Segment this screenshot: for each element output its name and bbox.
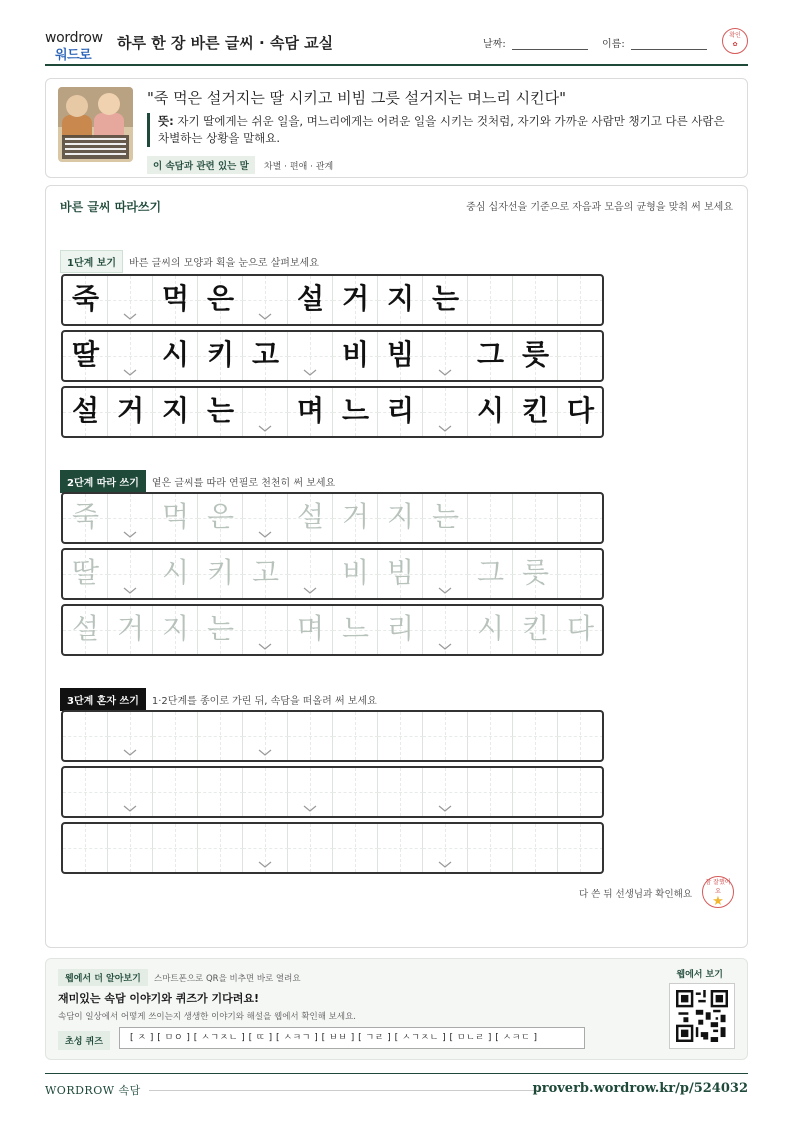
writing-cell[interactable] xyxy=(513,712,558,760)
related-words xyxy=(147,154,333,174)
practice-character: 설 xyxy=(71,394,100,427)
practice-character: 은 xyxy=(206,282,235,315)
writing-cell xyxy=(153,332,198,380)
writing-cell xyxy=(423,388,468,436)
practice-character: 빔 xyxy=(386,338,415,371)
step2-header xyxy=(60,470,335,493)
practice-character: 다 xyxy=(566,612,595,645)
practice-character: 고 xyxy=(251,338,280,371)
writing-cell[interactable] xyxy=(288,550,333,598)
space-mark-icon xyxy=(123,742,137,750)
space-mark-icon xyxy=(303,580,317,588)
writing-cell[interactable] xyxy=(153,494,198,542)
name-blank[interactable] xyxy=(631,49,707,50)
writing-cell[interactable] xyxy=(423,712,468,760)
writing-cell[interactable] xyxy=(558,712,603,760)
check-stamp-icon: 확인 ✿ xyxy=(722,28,748,54)
writing-cell[interactable] xyxy=(333,824,378,872)
writing-cell xyxy=(513,388,558,436)
practice-character: 죽 xyxy=(71,500,100,533)
writing-cell[interactable] xyxy=(198,550,243,598)
writing-row-step1-line1 xyxy=(61,274,604,326)
writing-cell[interactable] xyxy=(288,494,333,542)
proverb-meaning xyxy=(147,113,737,147)
writing-cell xyxy=(198,276,243,324)
writing-cell xyxy=(558,276,603,324)
space-mark-icon xyxy=(438,854,452,862)
writing-cell[interactable] xyxy=(63,824,108,872)
related-keywords: 차별 · 편애 · 관계 xyxy=(263,162,334,172)
writing-cell[interactable] xyxy=(333,712,378,760)
writing-cell[interactable] xyxy=(63,550,108,598)
date-field[interactable] xyxy=(483,35,588,50)
practice-character: 시 xyxy=(161,556,190,589)
writing-cell[interactable] xyxy=(288,712,333,760)
writing-row-step2-line2[interactable] xyxy=(61,548,604,600)
practice-character: 리 xyxy=(386,394,415,427)
step2-tag: 2단계 따라 쓰기 xyxy=(60,470,146,493)
space-mark-icon xyxy=(258,854,272,862)
writing-cell xyxy=(468,388,513,436)
meaning-text: 자기 딸에게는 쉬운 일을, 며느리에게는 어려운 일을 시키는 것처럼, 자기와 가까운 사람만 챙기고 다른 사람은 차별하는 상황을 말해요. xyxy=(158,114,725,145)
writing-cell xyxy=(423,276,468,324)
writing-cell[interactable] xyxy=(558,550,603,598)
practice-character: 키 xyxy=(206,338,235,371)
space-mark-icon xyxy=(258,524,272,532)
web-subtitle: 속담이 일상에서 어떻게 쓰이는지 생생한 이야기와 해설을 웹에서 확인해 보세요. xyxy=(58,1012,356,1022)
writing-cell[interactable] xyxy=(153,768,198,816)
writing-cell[interactable] xyxy=(243,494,288,542)
practice-character: 시 xyxy=(476,394,505,427)
practice-character: 며 xyxy=(296,612,325,645)
writing-cell[interactable] xyxy=(153,712,198,760)
step1-header xyxy=(60,250,319,273)
writing-cell xyxy=(333,388,378,436)
writing-cell[interactable] xyxy=(333,550,378,598)
practice-character: 킨 xyxy=(521,394,550,427)
practice-character: 비 xyxy=(341,556,370,589)
space-mark-icon xyxy=(258,418,272,426)
writing-cell xyxy=(288,332,333,380)
practice-heading: 바른 글씨 따라쓰기 xyxy=(60,200,162,214)
practice-character: 거 xyxy=(116,612,145,645)
practice-character: 시 xyxy=(161,338,190,371)
practice-character: 거 xyxy=(341,500,370,533)
writing-cell[interactable] xyxy=(558,606,603,654)
writing-cell[interactable] xyxy=(108,824,153,872)
writing-cell[interactable] xyxy=(63,712,108,760)
practice-character: 거 xyxy=(116,394,145,427)
writing-cell[interactable] xyxy=(378,606,423,654)
practice-character: 지 xyxy=(161,394,190,427)
practice-character: 지 xyxy=(161,612,190,645)
practice-character: 설 xyxy=(296,500,325,533)
practice-character: 며 xyxy=(296,394,325,427)
writing-cell xyxy=(378,332,423,380)
practice-character: 는 xyxy=(431,500,460,533)
writing-cell[interactable] xyxy=(333,768,378,816)
writing-cell[interactable] xyxy=(243,824,288,872)
writing-cell xyxy=(243,276,288,324)
practice-character: 죽 xyxy=(71,282,100,315)
writing-cell[interactable] xyxy=(468,550,513,598)
initial-quiz-box: [ ㅈ ] [ ㅁㅇ ] [ ㅅㄱㅈㄴ ] [ ㄸ ] [ ㅅㅋㄱ ] [ ㅂㅂ ] [ ㄱㄹ ] [ ㅅㄱㅈㄴ ] [ ㅁㄴㄹ ] [ ㅅㅋㄷ ] xyxy=(119,1027,585,1049)
writing-cell[interactable] xyxy=(153,824,198,872)
date-label: 날짜: xyxy=(483,39,506,50)
web-promo-box xyxy=(45,958,748,1060)
practice-character: 킨 xyxy=(521,612,550,645)
practice-character: 딸 xyxy=(71,338,100,371)
writing-cell[interactable] xyxy=(243,606,288,654)
writing-cell xyxy=(63,332,108,380)
writing-cell[interactable] xyxy=(288,768,333,816)
writing-cell[interactable] xyxy=(378,550,423,598)
practice-character: 먹 xyxy=(161,500,190,533)
practice-character: 먹 xyxy=(161,282,190,315)
writing-row-step2-line1[interactable] xyxy=(61,492,604,544)
writing-cell[interactable] xyxy=(423,768,468,816)
space-mark-icon xyxy=(258,636,272,644)
writing-cell[interactable] xyxy=(108,606,153,654)
qr-label: 웹에서 보기 xyxy=(676,970,723,980)
writing-cell xyxy=(108,388,153,436)
writing-cell[interactable] xyxy=(468,768,513,816)
writing-cell xyxy=(378,276,423,324)
writing-row-step1-line2 xyxy=(61,330,604,382)
space-mark-icon xyxy=(438,798,452,806)
writing-cell xyxy=(288,276,333,324)
writing-cell xyxy=(333,332,378,380)
web-hint: 스마트폰으로 QR을 비추면 바로 열려요 xyxy=(154,974,301,984)
writing-cell[interactable] xyxy=(423,550,468,598)
space-mark-icon xyxy=(123,362,137,370)
practice-hint: 중심 십자선을 기준으로 자음과 모음의 균형을 맞춰 써 보세요 xyxy=(466,202,733,213)
writing-cell xyxy=(243,388,288,436)
writing-cell[interactable] xyxy=(513,550,558,598)
step1-desc: 바른 글씨의 모양과 획을 눈으로 살펴보세요 xyxy=(129,258,319,269)
well-done-stamp-icon: 참 잘했어요 ★ xyxy=(702,876,734,908)
handwriting-practice xyxy=(45,185,748,948)
check-note: 다 쓴 뒤 선생님과 확인해요 xyxy=(578,889,692,900)
writing-cell[interactable] xyxy=(558,824,603,872)
writing-cell[interactable] xyxy=(198,768,243,816)
practice-character: 비 xyxy=(341,338,370,371)
step2-desc: 옅은 글씨를 따라 연필로 천천히 써 보세요 xyxy=(151,478,336,489)
writing-row-step3-line1[interactable] xyxy=(61,710,604,762)
writing-cell[interactable] xyxy=(513,494,558,542)
writing-cell xyxy=(153,276,198,324)
practice-character: 릇 xyxy=(521,556,550,589)
writing-cell[interactable] xyxy=(333,494,378,542)
writing-row-step1-line3 xyxy=(61,386,604,438)
practice-character: 고 xyxy=(251,556,280,589)
space-mark-icon xyxy=(258,306,272,314)
writing-cell[interactable] xyxy=(153,550,198,598)
writing-cell[interactable] xyxy=(513,606,558,654)
writing-cell xyxy=(63,388,108,436)
writing-cell xyxy=(333,276,378,324)
writing-cell[interactable] xyxy=(468,712,513,760)
practice-character: 느 xyxy=(341,394,370,427)
page-header xyxy=(45,24,748,66)
footer-divider xyxy=(149,1090,538,1091)
logo-text-top: wordrow xyxy=(45,30,103,46)
writing-cell[interactable] xyxy=(468,494,513,542)
practice-character: 설 xyxy=(296,282,325,315)
space-mark-icon xyxy=(303,362,317,370)
step3-desc: 1·2단계를 종이로 가린 뒤, 속담을 떠올려 써 보세요 xyxy=(151,696,377,707)
writing-cell[interactable] xyxy=(378,768,423,816)
practice-character: 리 xyxy=(386,612,415,645)
related-tag: 이 속담과 관련 있는 말 xyxy=(147,156,255,174)
well-done-label: 참 잘했어요 xyxy=(705,879,731,895)
step3-header xyxy=(60,688,377,711)
writing-cell xyxy=(153,388,198,436)
writing-row-step2-line3[interactable] xyxy=(61,604,604,656)
space-mark-icon xyxy=(438,580,452,588)
writing-cell[interactable] xyxy=(108,768,153,816)
practice-character: 지 xyxy=(386,500,415,533)
logo-text-bottom: 워드로 xyxy=(55,48,92,63)
writing-cell[interactable] xyxy=(153,606,198,654)
writing-cell xyxy=(558,332,603,380)
writing-row-step3-line3[interactable] xyxy=(61,822,604,874)
stamp-label: 확인 xyxy=(729,32,741,39)
space-mark-icon xyxy=(258,742,272,750)
space-mark-icon xyxy=(438,362,452,370)
writing-cell[interactable] xyxy=(108,712,153,760)
meaning-label: 뜻: xyxy=(158,114,174,128)
writing-cell xyxy=(288,388,333,436)
writing-cell[interactable] xyxy=(558,494,603,542)
qr-code-icon[interactable] xyxy=(669,983,735,1049)
practice-character: 는 xyxy=(206,394,235,427)
practice-character: 다 xyxy=(566,394,595,427)
writing-cell[interactable] xyxy=(378,712,423,760)
writing-cell[interactable] xyxy=(423,824,468,872)
writing-cell[interactable] xyxy=(423,606,468,654)
writing-cell[interactable] xyxy=(243,712,288,760)
practice-character: 느 xyxy=(341,612,370,645)
web-title: 재미있는 속담 이야기와 퀴즈가 기다려요! xyxy=(58,992,259,1005)
writing-cell[interactable] xyxy=(513,768,558,816)
wordrow-logo xyxy=(45,30,109,63)
practice-character: 그 xyxy=(476,338,505,371)
practice-character: 는 xyxy=(206,612,235,645)
practice-character: 시 xyxy=(476,612,505,645)
space-mark-icon xyxy=(303,798,317,806)
writing-cell xyxy=(423,332,468,380)
name-label: 이름: xyxy=(602,39,625,50)
space-mark-icon xyxy=(438,636,452,644)
practice-character: 그 xyxy=(476,556,505,589)
writing-cell[interactable] xyxy=(468,606,513,654)
writing-cell xyxy=(198,388,243,436)
practice-character: 거 xyxy=(341,282,370,315)
practice-character: 딸 xyxy=(71,556,100,589)
name-field[interactable] xyxy=(602,35,707,50)
page-title: 하루 한 장 바른 글씨 · 속담 교실 xyxy=(117,34,334,52)
footer-url[interactable]: proverb.wordrow.kr/p/524032 xyxy=(532,1081,748,1096)
step1-tag: 1단계 보기 xyxy=(60,250,123,273)
space-mark-icon xyxy=(438,418,452,426)
qr-code-graphic xyxy=(676,990,728,1042)
writing-cell[interactable] xyxy=(108,494,153,542)
practice-character: 은 xyxy=(206,500,235,533)
proverb-card xyxy=(45,78,748,178)
web-tag: 웹에서 더 알아보기 xyxy=(58,969,148,986)
writing-cell[interactable] xyxy=(198,824,243,872)
writing-cell[interactable] xyxy=(333,606,378,654)
space-mark-icon xyxy=(123,306,137,314)
writing-row-step3-line2[interactable] xyxy=(61,766,604,818)
writing-cell[interactable] xyxy=(513,824,558,872)
space-mark-icon xyxy=(123,798,137,806)
writing-cell xyxy=(378,388,423,436)
practice-character: 는 xyxy=(431,282,460,315)
date-blank[interactable] xyxy=(512,49,588,50)
writing-cell[interactable] xyxy=(63,768,108,816)
space-mark-icon xyxy=(123,524,137,532)
writing-cell[interactable] xyxy=(63,606,108,654)
writing-cell[interactable] xyxy=(198,606,243,654)
quiz-tag: 초성 퀴즈 xyxy=(58,1031,110,1050)
proverb-illustration xyxy=(58,87,133,162)
writing-cell[interactable] xyxy=(108,550,153,598)
writing-cell[interactable] xyxy=(63,494,108,542)
writing-cell[interactable] xyxy=(468,824,513,872)
practice-character: 키 xyxy=(206,556,235,589)
writing-cell[interactable] xyxy=(378,824,423,872)
space-mark-icon xyxy=(123,580,137,588)
writing-cell[interactable] xyxy=(288,606,333,654)
writing-cell[interactable] xyxy=(243,768,288,816)
writing-cell xyxy=(513,276,558,324)
practice-character: 릇 xyxy=(521,338,550,371)
step3-tag: 3단계 혼자 쓰기 xyxy=(60,688,146,711)
practice-character: 빔 xyxy=(386,556,415,589)
writing-cell xyxy=(63,276,108,324)
writing-cell[interactable] xyxy=(288,824,333,872)
writing-cell xyxy=(513,332,558,380)
practice-character: 지 xyxy=(386,282,415,315)
writing-cell[interactable] xyxy=(243,550,288,598)
writing-cell[interactable] xyxy=(378,494,423,542)
writing-cell xyxy=(558,388,603,436)
writing-cell[interactable] xyxy=(198,494,243,542)
writing-cell xyxy=(468,332,513,380)
writing-cell xyxy=(243,332,288,380)
writing-cell[interactable] xyxy=(558,768,603,816)
footer-brand: WORDROW 속담 xyxy=(45,1084,141,1097)
page-footer xyxy=(45,1073,748,1103)
writing-cell xyxy=(468,276,513,324)
practice-character: 설 xyxy=(71,612,100,645)
proverb-title: "죽 먹은 설거지는 딸 시키고 비빔 그릇 설거지는 며느리 시킨다" xyxy=(147,89,566,107)
writing-cell xyxy=(198,332,243,380)
writing-cell xyxy=(108,276,153,324)
writing-cell[interactable] xyxy=(198,712,243,760)
writing-cell[interactable] xyxy=(423,494,468,542)
writing-cell xyxy=(108,332,153,380)
